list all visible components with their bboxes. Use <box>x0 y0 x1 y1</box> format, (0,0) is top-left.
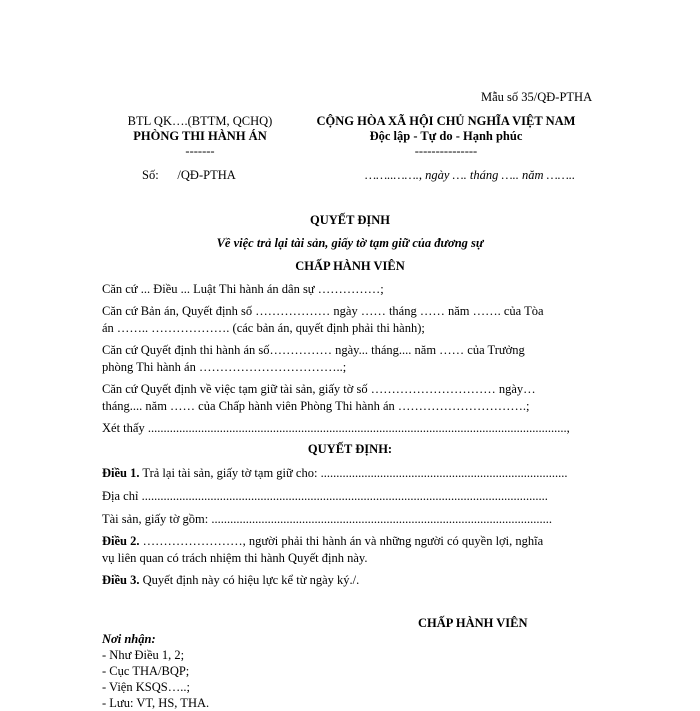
form-number: Mẫu số 35/QĐ-PTHA <box>481 90 593 104</box>
article-3 <box>102 572 598 588</box>
document-title: QUYẾT ĐỊNH <box>310 213 390 227</box>
document-number: Số: /QĐ-PTHA <box>142 168 236 182</box>
department-name: PHÒNG THI HÀNH ÁN <box>133 129 267 143</box>
basis-2-line-2: án …….. ………………. (các bản án, quyết định phải thi hành); <box>102 321 425 335</box>
basis-4-line-2: tháng.... năm …… của Chấp hành viên Phòng Thi hành án ………………………….; <box>102 399 530 413</box>
basis-3-line-2: phòng Thi hành án ……………………………..; <box>102 360 347 374</box>
left-header-dashes: ------- <box>185 144 215 158</box>
article-2-line-1 <box>102 533 598 549</box>
basis-2-line-1: Căn cứ Bản án, Quyết định số ……………… ngày …… tháng …… năm ……. của Tòa <box>102 304 544 318</box>
article-3-label: Điều 3. <box>102 573 140 587</box>
consideration: Xét thấy ......................................................................................................................................, <box>102 421 570 435</box>
recipient-item: - Lưu: VT, HS, THA. <box>102 696 210 710</box>
article-2-text: ……………………, người phải thi hành án và những người có quyền lợi, nghĩa <box>139 534 544 548</box>
article-1-label: Điều 1. <box>102 466 140 480</box>
issuing-authority: CHẤP HÀNH VIÊN <box>295 259 405 273</box>
article-1-text: Trả lại tài sản, giấy tờ tạm giữ cho: ............................................................................... <box>139 466 568 480</box>
document-subject: Về việc trả lại tài sản, giấy tờ tạm giữ của đương sự <box>216 236 484 250</box>
decision-heading: QUYẾT ĐỊNH: <box>307 442 393 456</box>
basis-1: Căn cứ ... Điều ... Luật Thi hành án dân sự ……………; <box>102 282 384 296</box>
recipients-label: Nơi nhận: <box>102 632 156 646</box>
right-header <box>296 114 596 158</box>
article-3-text: Quyết định này có hiệu lực kể từ ngày ký./. <box>139 573 360 587</box>
left-header <box>100 114 300 158</box>
recipient-item: - Cục THA/BQP; <box>102 664 190 678</box>
national-motto: Độc lập - Tự do - Hạnh phúc <box>369 129 523 143</box>
article-2-line-2: vụ liên quan có trách nhiệm thi hành Quyết định này. <box>102 551 368 565</box>
basis-4-line-1: Căn cứ Quyết định về việc tạm giữ tài sản, giấy tờ số ………………………… ngày… <box>102 382 536 396</box>
signature-title: CHẤP HÀNH VIÊN <box>418 616 528 630</box>
recipients-block <box>102 631 209 711</box>
recipient-item: - Viện KSQS…..; <box>102 680 190 694</box>
place-date: ……..……., ngày …. tháng ….. năm …….. <box>365 168 576 182</box>
nation-title: CỘNG HÒA XÃ HỘI CHỦ NGHĨA VIỆT NAM <box>316 114 576 128</box>
article-2-label: Điều 2. <box>102 534 140 548</box>
article-1 <box>102 465 598 481</box>
unit-name: BTL QK….(BTTM, QCHQ) <box>127 114 273 128</box>
recipient-address: Địa chỉ .................................................................................................................................. <box>102 489 548 503</box>
right-header-dashes: --------------- <box>414 144 478 158</box>
recipient-item: - Như Điều 1, 2; <box>102 648 185 662</box>
returned-assets: Tài sản, giấy tờ gồm: ............................................................................................................. <box>102 512 552 526</box>
basis-3-line-1: Căn cứ Quyết định thi hành án số…………… ngày... tháng.... năm …… của Trưởng <box>102 343 525 357</box>
